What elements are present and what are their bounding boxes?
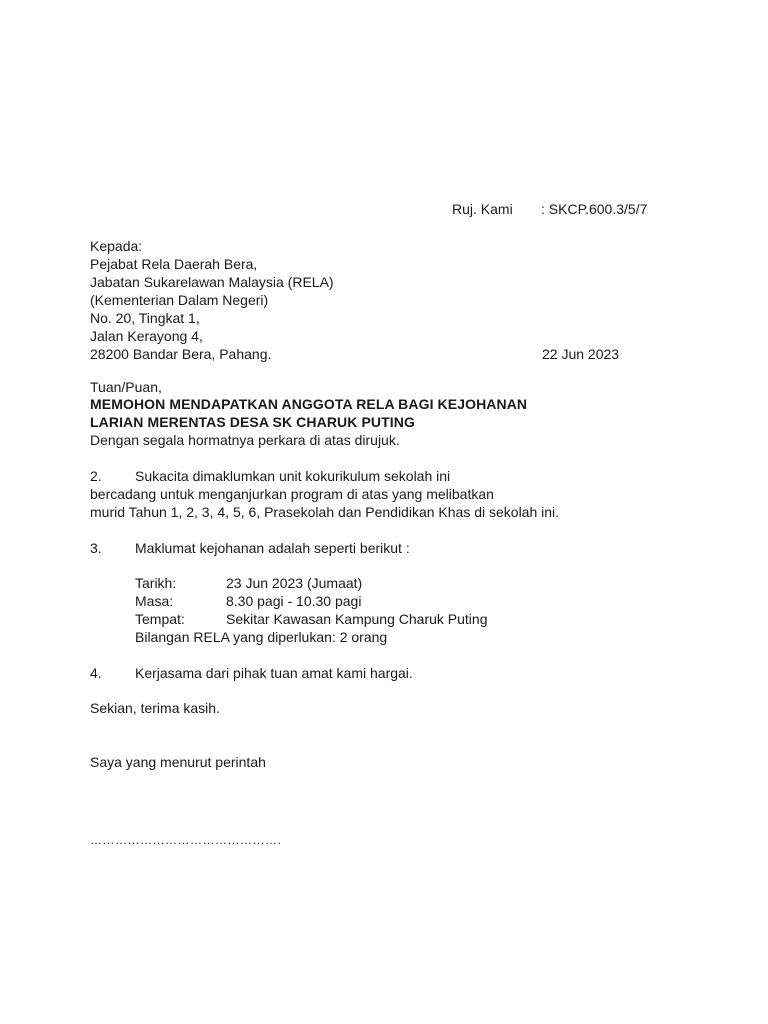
subject-line-2: LARIAN MERENTAS DESA SK CHARUK PUTING — [90, 414, 415, 430]
detail-date-label: Tarikh: — [135, 575, 177, 591]
detail-time-label: Masa: — [135, 593, 174, 609]
paragraph-2-line: murid Tahun 1, 2, 3, 4, 5, 6, Prasekolah dan Pendidikan Khas di sekolah ini. — [90, 504, 560, 520]
greeting: Tuan/Puan, — [90, 379, 162, 395]
recipient-to-label: Kepada: — [90, 238, 143, 254]
paragraph-4-number: 4. — [90, 665, 102, 681]
signature-line: ………………………………………. — [90, 833, 282, 847]
recipient-line: Pejabat Rela Daerah Bera, — [90, 256, 258, 272]
recipient-line: No. 20, Tingkat 1, — [90, 310, 200, 326]
recipient-line: 28200 Bandar Bera, Pahang. — [90, 346, 272, 362]
detail-count: Bilangan RELA yang diperlukan: 2 orang — [135, 629, 388, 645]
closing: Sekian, terima kasih. — [90, 700, 220, 716]
reference-label: Ruj. Kami — [452, 201, 513, 217]
sign-off: Saya yang menurut perintah — [90, 754, 266, 770]
opening-sentence: Dengan segala hormatnya perkara di atas dirujuk. — [90, 432, 400, 448]
paragraph-2-number: 2. — [90, 468, 102, 484]
paragraph-3-text: Maklumat kejohanan adalah seperti berikut : — [135, 540, 410, 556]
subject-line-1: MEMOHON MENDAPATKAN ANGGOTA RELA BAGI KEJOHANAN — [90, 396, 528, 412]
paragraph-4-text: Kerjasama dari pihak tuan amat kami hargai. — [135, 665, 413, 681]
recipient-line: (Kementerian Dalam Negeri) — [90, 292, 269, 308]
reference-number: : SKCP.600.3/5/7 — [541, 201, 648, 217]
detail-time-value: 8.30 pagi - 10.30 pagi — [226, 593, 362, 609]
detail-place-value: Sekitar Kawasan Kampung Charuk Puting — [226, 611, 488, 627]
recipient-line: Jalan Kerayong 4, — [90, 328, 203, 344]
detail-place-label: Tempat: — [135, 611, 185, 627]
paragraph-2-line: Sukacita dimaklumkan unit kokurikulum sekolah ini — [135, 468, 451, 484]
recipient-line: Jabatan Sukarelawan Malaysia (RELA) — [90, 274, 334, 290]
detail-date-value: 23 Jun 2023 (Jumaat) — [226, 575, 363, 591]
letter-date: 22 Jun 2023 — [542, 346, 620, 362]
paragraph-3-number: 3. — [90, 540, 102, 556]
paragraph-2-line: bercadang untuk menganjurkan program di atas yang melibatkan — [90, 486, 494, 502]
